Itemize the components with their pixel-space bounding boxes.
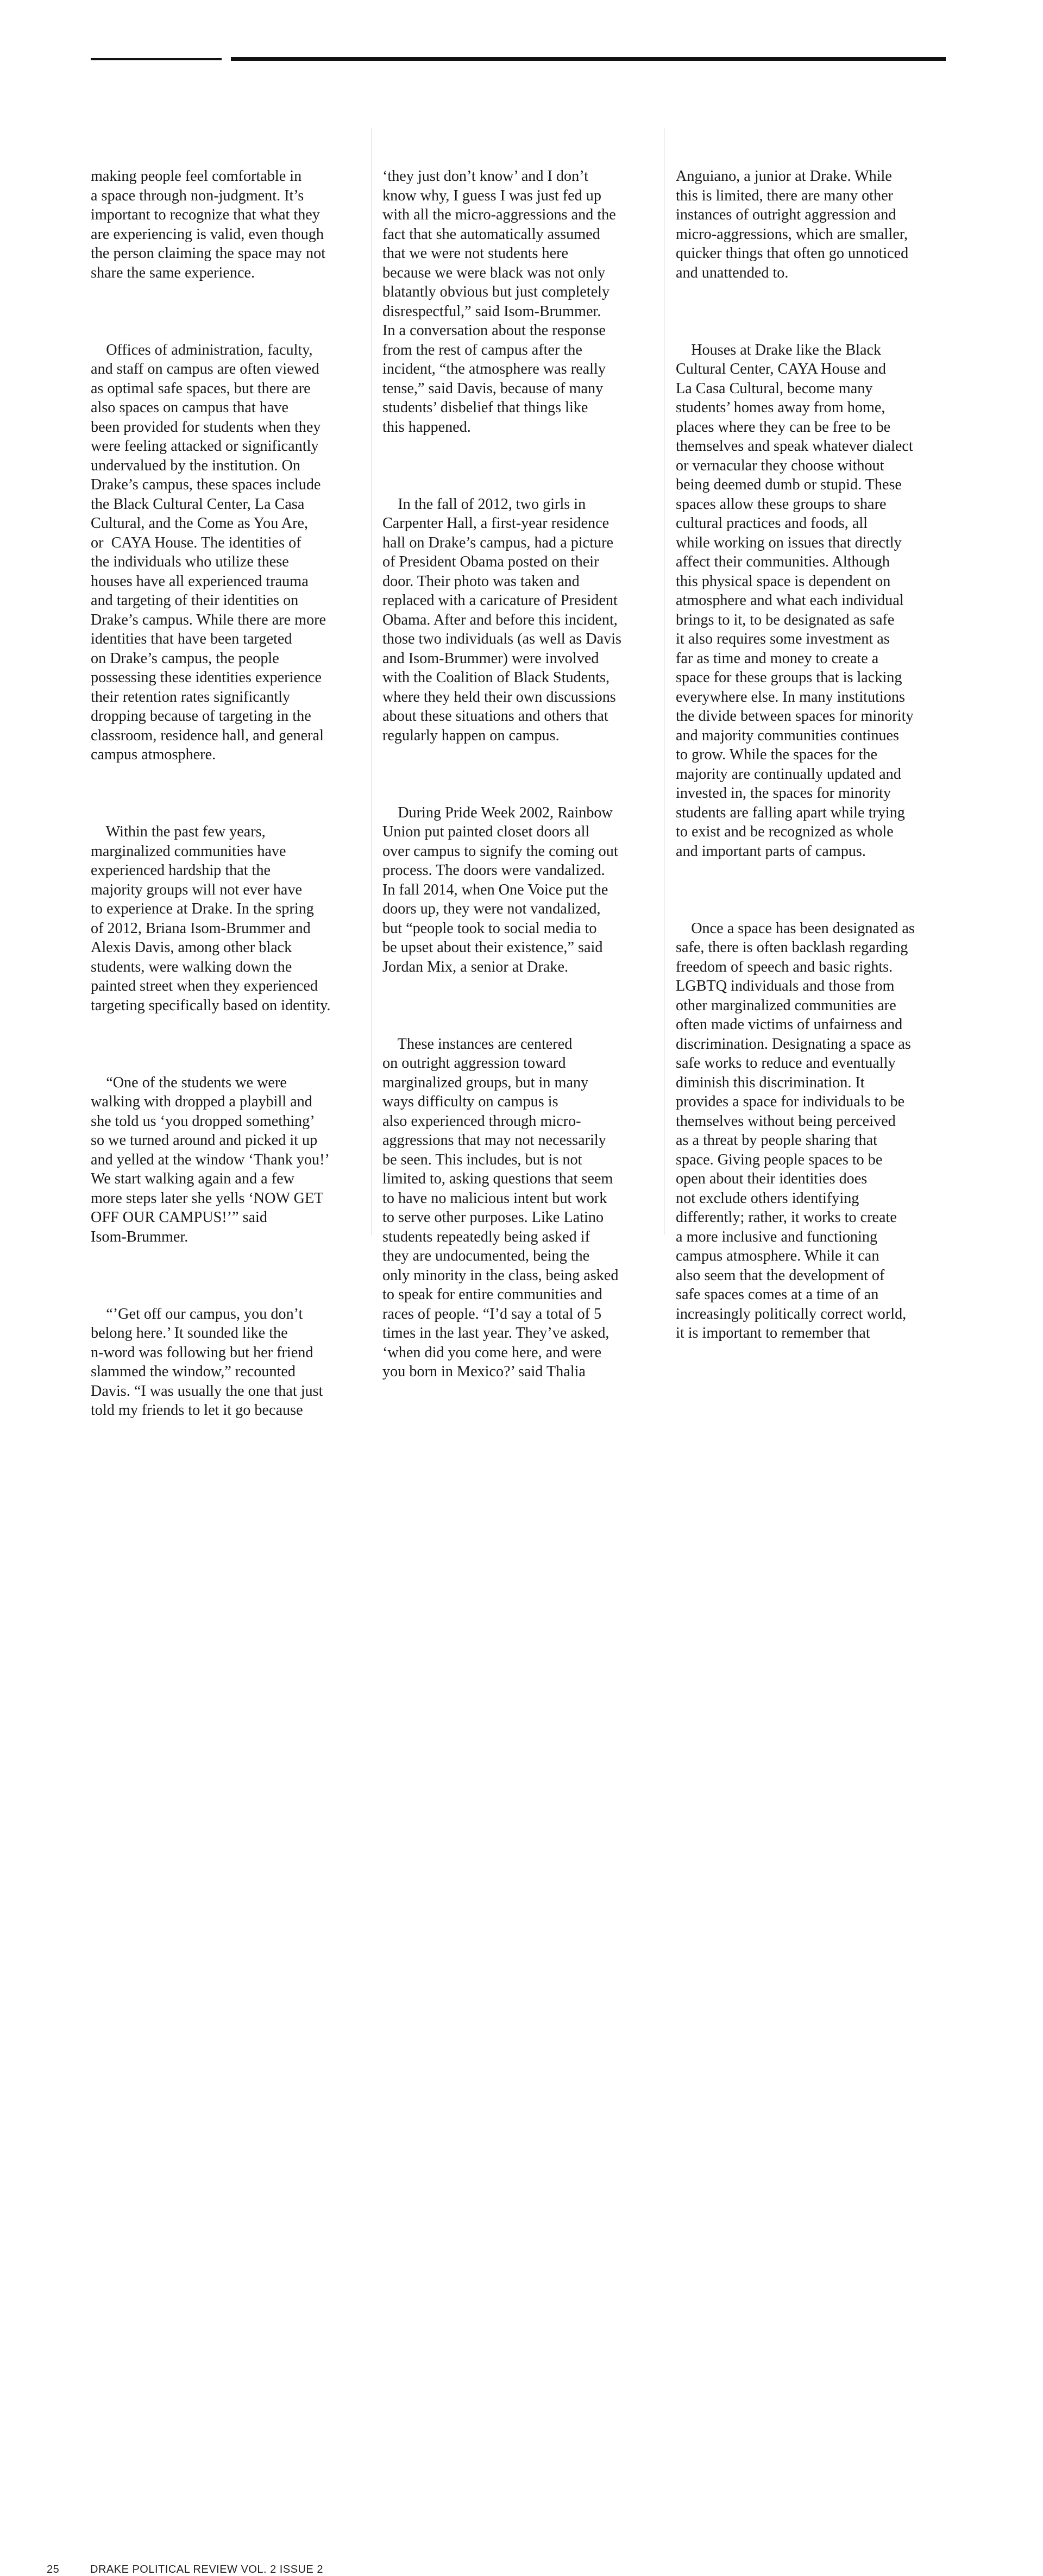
page-number: 25 (47, 2564, 60, 2575)
paragraph: Once a space has been designated as safe, there is often backlash regarding freedom of speech and basic rights. LGBTQ individuals and those from other marginalized communities are often made victims of unfairness and discrimination. Designating a space as safe works to reduce and eventually diminish this discrimination. It provides a space for individuals to be themselves without being perceived as a threat by people sharing that space. Giving people spaces to be open about their identities does not exclude others identifying differently; rather, it works to create a more inclusive and functioning campus atmosphere. While it can also seem that the development of safe spaces comes at a time of an increasingly politically correct world, it is important to remember that (676, 919, 915, 1341)
paragraph: Within the past few years, marginalized communities have experienced hardship that the majority groups will not ever have to experience at Drake. In the spring of 2012, Briana Isom-Brummer and Alexis Davis, among other black students, were walking down the painted street when they experienced targeting specifically based on identity. (91, 823, 331, 1014)
paragraph: Offices of administration, faculty, and staff on campus are often viewed as optimal safe spaces, but there are also spaces on campus that have been provided for students when they were feeling attacked or significantly undervalued by the institution. On Drake’s campus, these spaces include the Black Cultural Center, La Casa Cultural, and the Come as You Are, or CAYA House. The identities of the individuals who utilize these houses have all experienced trauma and targeting of their identities on Drake’s campus. While there are more identities that have been targeted on Drake’s campus, the people possessing these identities experience their retention rates significantly dropping because of targeting in the classroom, residence hall, and general campus atmosphere. (91, 341, 326, 763)
paragraph: In the fall of 2012, two girls in Carpenter Hall, a first-year residence hall on Drake’s campus, had a picture of President Obama posted on their door. Their photo was taken and replaced with a caricature of President Obama. After and before this incident, those two individuals (as well as Davis and Isom-Brummer) were involved with the Coalition of Black Students, where they held their own discussions about these situations and others that regularly happen on campus. (382, 495, 621, 744)
publication-title: DRAKE POLITICAL REVIEW VOL. 2 ISSUE 2 (90, 2564, 323, 2575)
article-column-3 (676, 128, 947, 1362)
article-column-1 (91, 128, 362, 1439)
paragraph: ‘they just don’t know’ and I don’t know why, I guess I was just fed up with all the micro-aggressions and the fact that she automatically assumed that we were not students here because we were black was not only blatantly obvious but just completely disrespectful,” said Isom-Brummer. In a conversation about the response from the rest of campus after the incident, “the atmosphere was really tense,” said Davis, because of many students’ disbelief that things like this happened. (382, 168, 616, 436)
header-rule-long (231, 57, 946, 61)
paragraph: Houses at Drake like the Black Cultural Center, CAYA House and La Casa Cultural, become many students’ homes away from home, places where they can be free to be themselves and speak whatever dialect or vernacular they choose without being deemed dumb or stupid. These spaces allow these groups to share cultural practices and foods, all while working on issues that directly affect their communities. Although this physical space is dependent on atmosphere and what each individual brings to it, to be designated as safe it also requires some investment as far as time and money to create a space for these groups that is lacking everywhere else. In many institutions the divide between spaces for minority and majority communities continues to grow. While the spaces for the majority are continually updated and invested in, the spaces for minority students are falling apart while trying to exist and be recognized as whole and important parts of campus. (676, 341, 914, 860)
header-rule-short (91, 58, 222, 60)
paragraph: These instances are centered on outright aggression toward marginalized groups, but in many ways difficulty on campus is also experienced through micro- aggressions that may not necessarily be seen. This includes, but is not limited to, asking questions that seem to have no malicious intent but work to serve other purposes. Like Latino students repeatedly being asked if they are undocumented, being the only minority in the class, being asked to speak for entire communities and races of people. “I’d say a total of 5 times in the last year. They’ve asked, ‘when did you come here, and were you born in Mexico?’ said Thalia (382, 1035, 619, 1380)
paragraph: making people feel comfortable in a space through non-judgment. It’s important to recognize that what they are experiencing is valid, even though the person claiming the space may not share the same experience. (91, 168, 326, 281)
paragraph: “One of the students we were walking with dropped a playbill and she told us ‘you dropped something’ so we turned around and picked it up and yelled at the window ‘Thank you!’ We start walking again and a few more steps later she yells ‘NOW GET OFF OUR CAMPUS!’” said Isom-Brummer. (91, 1074, 330, 1245)
paragraph: “’Get off our campus, you don’t belong here.’ It sounded like the n-word was following but her friend slammed the window,” recounted Davis. “I was usually the one that just told my friends to let it go because (91, 1305, 323, 1419)
paragraph: Anguiano, a junior at Drake. While this is limited, there are many other instances of outright aggression and micro-aggressions, which are smaller, quicker things that often go unnoticed and unattended to. (676, 168, 909, 281)
paragraph: During Pride Week 2002, Rainbow Union put painted closet doors all over campus to signify the coming out process. The doors were vandalized. In fall 2014, when One Voice put the doors up, they were not vandalized, but “people took to social media to be upset about their existence,” said Jordan Mix, a senior at Drake. (382, 804, 618, 975)
article-column-2 (382, 128, 659, 1401)
